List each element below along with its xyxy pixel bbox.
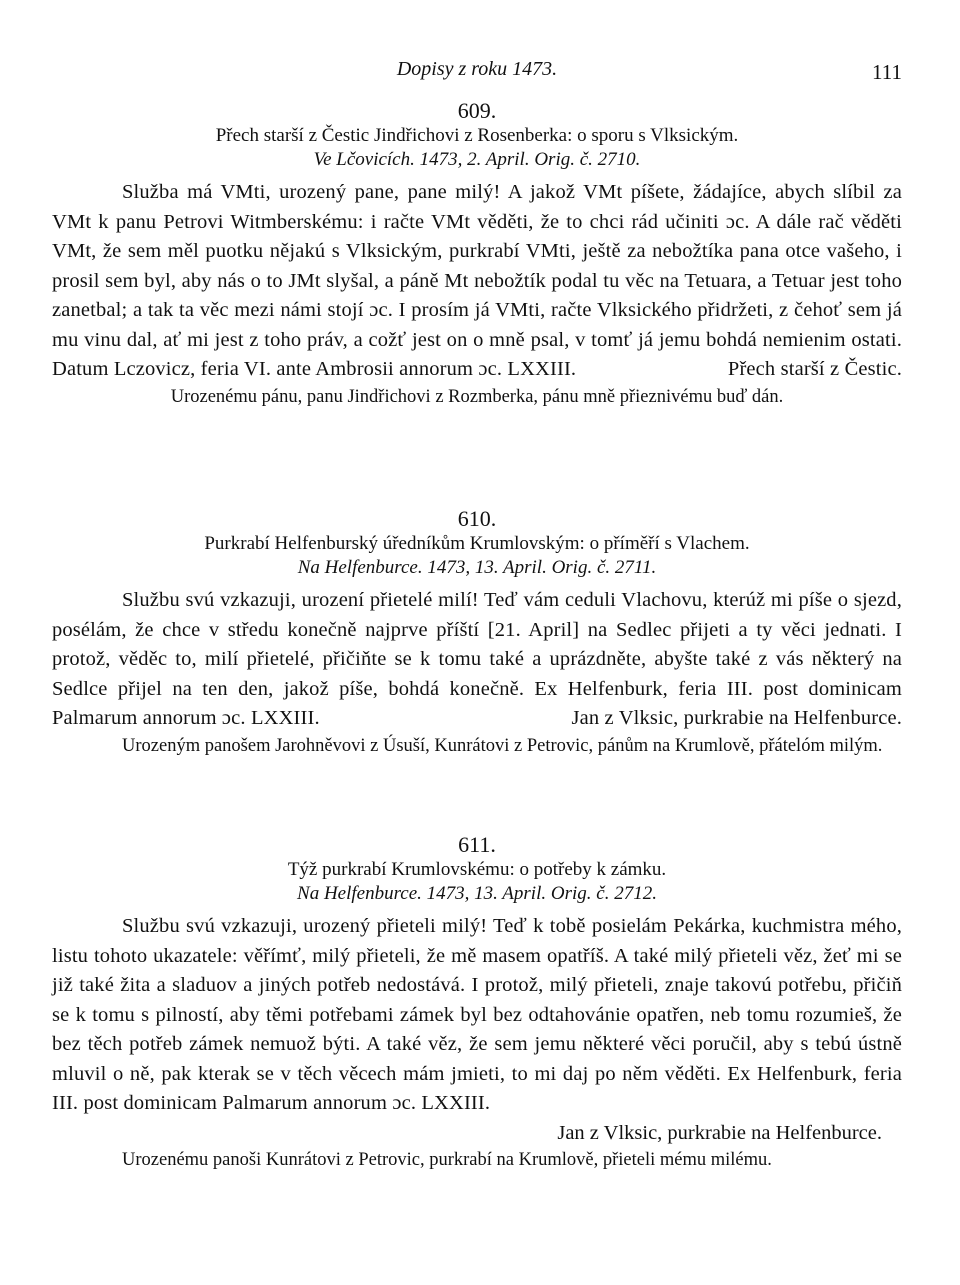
- running-title: Dopisy z roku 1473.: [396, 58, 558, 80]
- letter-body: Službu svú vzkazuji, urozený přieteli milý! Teď k tobě posielám Pekárka, kuchmistra mého, listu tohoto ukazatele: věřímť, milý přieteli, že mě masem opatříš. A také milý přieteli věz, žeť mi se již také žita a sladuov a jiných potřeb nedostává. I protož, milý přieteli, znaje takovú potřebu, přičiň se k tomu s pilností, aby těmi potřebami zámek byl bez odtahovánie opatřen, neb tomu rozumieš, že bez těch potřeb zámek nemuož býti. A také věz, že sem jemu některé věci poručil, aby s tebú ústně mluvil o ně, pak kterak se v těch věcech mám jmieti, to mi daj po něm věděti. Ex Helfenburk, feria III. post dominicam Palmarum annorum ɔc. LXXIII.: [52, 915, 902, 1114]
- letter-summary: Purkrabí Helfenburský úředníkům Krumlovským: o příměří s Vlachem.: [204, 533, 750, 554]
- letter-number: 610.: [457, 506, 497, 531]
- running-head: [52, 58, 902, 88]
- letter-610: [52, 506, 902, 758]
- letter-signature: Jan z Vlksic, purkrabie na Helfenburce.: [571, 707, 902, 729]
- letter-summary: Přech starší z Čestic Jindřichovi z Rosenberka: o sporu s Vlksickým.: [215, 125, 739, 146]
- page-number: 111: [872, 60, 902, 84]
- letter-number: 611.: [458, 832, 496, 857]
- letter-dateline: Ve Lčovicích. 1473, 2. April. Orig. č. 2710.: [313, 149, 641, 170]
- letter-signature: Přech starší z Čestic.: [727, 358, 902, 380]
- letter-number: 609.: [457, 98, 497, 123]
- letter-signature: Jan z Vlksic, purkrabie na Helfenburce.: [557, 1121, 882, 1144]
- letter-summary: Týž purkrabí Krumlovskému: o potřeby k zámku.: [287, 859, 667, 880]
- letter-611: [52, 832, 902, 1172]
- letter-dateline: Na Helfenburce. 1473, 13. April. Orig. č. 2711.: [297, 557, 657, 578]
- letter-609: [52, 98, 902, 409]
- letter-body: [52, 586, 902, 734]
- letter-body-text: Služba má VMti, urozený pane, pane milý! A jakož VMt píšete, žádajíce, abych slíbil za VMt k panu Petrovi Witmberskému: i račte VMt věděti, že to chci rád učiniti ɔc. A dále rač věděti VMt, že sem měl puotku nějakú s Vlksickým, purkrabí VMti, ještě za nebožtíka pana otce vašeho, i prosil sem byl, aby nás o to JMt slyšal, a páně Mt nebožtík podal tu věc na Tetuara, a Tetuar jest toho zanetbal; a tak ta věc mezi námi stojí ɔc. I prosím já VMti, račte Vlksického přidržeti, z čehoť sem já mu vinu dal, ať mi jest z toho práv, a cožť jest on o mně psal, v tomť já jemu bohdá nemienim ostati. Datum Lczovicz, feria VI. ante Ambrosii annorum ɔc. LXXIII.: [52, 181, 902, 380]
- letter-address: Urozeným panošem Jarohněvovi z Úsuší, Kunrátovi z Petrovic, pánům na Krumlově, přátelóm milým.: [122, 735, 883, 756]
- letter-address: Urozenému panoši Kunrátovi z Petrovic, purkrabí na Krumlově, přieteli mému milému.: [122, 1149, 772, 1170]
- letter-body: [52, 178, 902, 385]
- letter-address: Urozenému pánu, panu Jindřichovi z Rozmberka, pánu mně přieznivému buď dán.: [170, 386, 784, 407]
- letter-body-text: Službu svú vzkazuji, urození přietelé milí! Teď vám ceduli Vlachovu, kterúž mi píše o sjezd, posélám, že chce v středu konečně najprve příští [21. April] na Sedlec přijeti a ty věci jednati. I protož, věděc to, milí přietelé, přičiňte se k tomu také a uprázdněte, abyšte také z vás některý na Sedlce přijel na ten den, jakož píše, bohdá konečně. Ex Helfenburk, feria III. post dominicam Palmarum annorum ɔc. LXXIII.: [52, 589, 902, 729]
- letter-dateline: Na Helfenburce. 1473, 13. April. Orig. č. 2712.: [297, 883, 657, 904]
